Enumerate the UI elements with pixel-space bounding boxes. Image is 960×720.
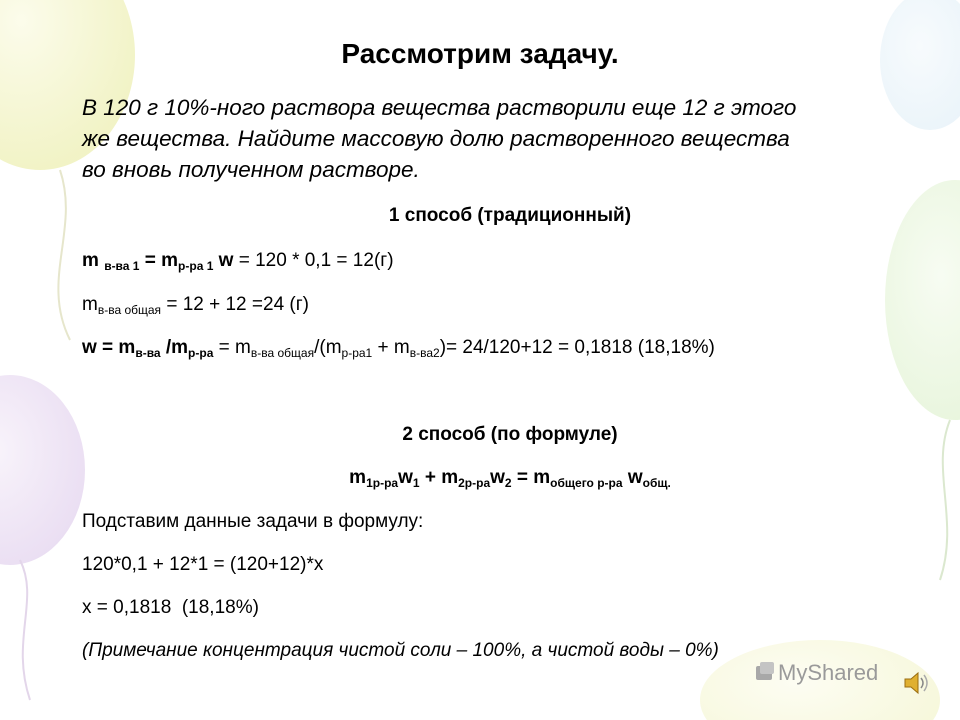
slide-title: Рассмотрим задачу. [341, 38, 619, 69]
method2-answer: x = 0,1818 (18,18%) [82, 597, 259, 618]
method1-heading: 1 способ (традиционный) [388, 205, 632, 226]
task-line-2: же вещества. Найдите массовую долю растворенного вещества [82, 126, 790, 151]
myshared-logo-icon [754, 660, 776, 684]
speaker-icon[interactable] [902, 668, 932, 698]
task-line-1: В 120 г 10%-ного раствора вещества растворили еще 12 г этого [82, 95, 797, 120]
method1-line2: $m_{в-ва общая} = 12 + 12 =24$ (г) [82, 294, 309, 317]
task-line-3: во вновь полученном растворе. [82, 157, 420, 182]
method1-line1: m $_{в-ва 1} = m_{р-ра 1}$ w = 120 * 0,1 = 12(г) [82, 250, 394, 273]
method2-intro: Подставим данные задачи в формулу: [82, 511, 424, 532]
method2-heading: 2 способ (по формуле) [402, 424, 618, 445]
method1-line3: $w = m_{в-ва}$ $/m_{р-ра} = m_{в-ва общая}/(m_{р-ра1} + m_{в-ва2})= 24/120+12 = 0,1818$ (18,18%) [82, 337, 715, 360]
method2-note: (Примечание концентрация чистой соли – 100%, а чистой воды – 0%) [82, 640, 719, 661]
method2-equation: 120*0,1 + 12*1 = (120+12)*x [82, 554, 324, 575]
method2-formula: $m_{1р-ра}w_1 + m_{2р-ра}w_2 = m_{общего р-ра}$ $w_{общ.}$ [349, 467, 671, 490]
watermark-text: MyShared [778, 660, 879, 685]
task-text [82, 92, 942, 185]
